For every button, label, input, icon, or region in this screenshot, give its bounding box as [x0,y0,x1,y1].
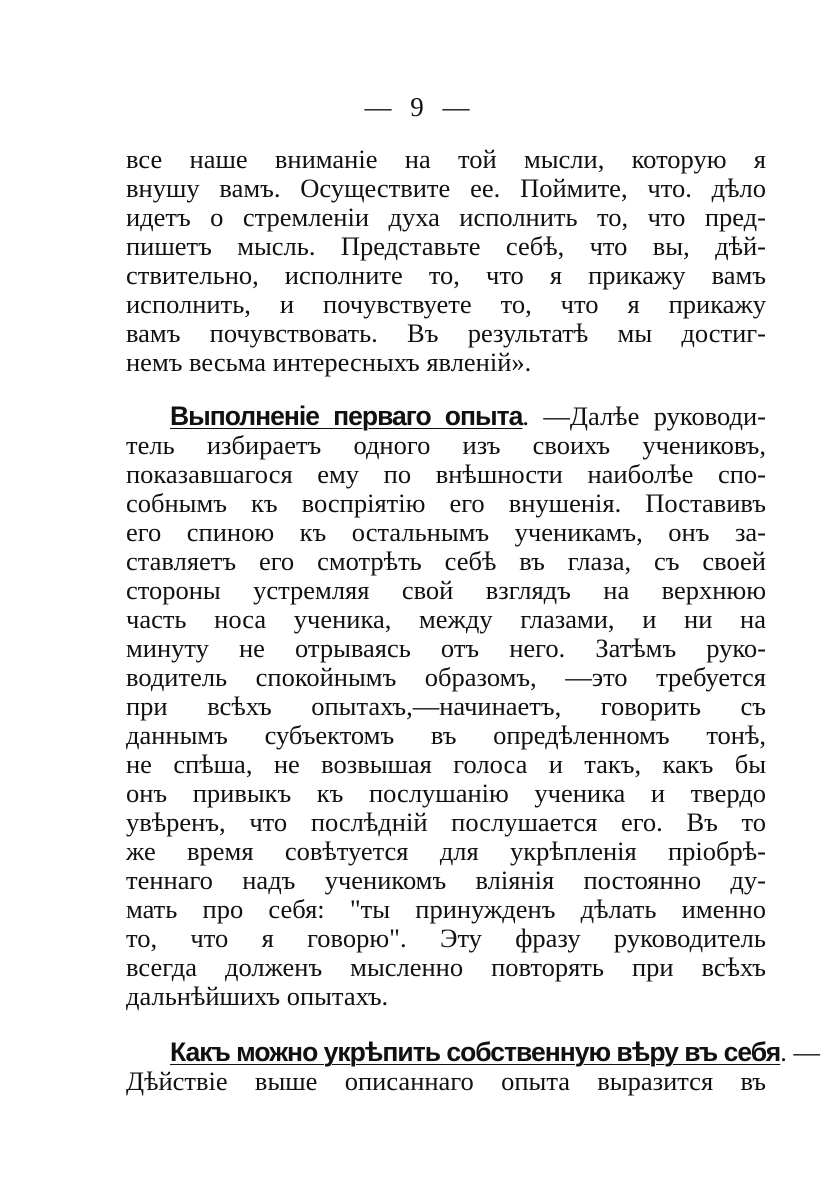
text-line: то, что я говорю". Эту фразу руководитель [126,923,766,953]
section-heading-line [126,402,766,431]
text-line: тель избираетъ одного изъ своихъ учениковъ, [126,430,766,460]
text-line: все наше вниманіе на той мысли, которую я [126,144,766,174]
text-line: не спѣша, не возвышая голоса и такъ, какъ бы [126,749,766,779]
text-line: вамъ почувствовать. Въ результатѣ мы достиг- [126,318,766,348]
text-line: идетъ о стремленіи духа исполнить то, что пред- [126,202,766,232]
text-line: всегда долженъ мысленно повторять при всѣхъ [126,952,766,982]
text-line: стороны устремляя свой взглядъ на верхнюю [126,575,766,605]
text-line: онъ привыкъ къ послушанію ученика и твердо [126,778,766,808]
text-line: показавшагося ему по внѣшности наиболѣе спо- [126,459,766,489]
text-line: же время совѣтуется для укрѣпленія пріобрѣ- [126,836,766,866]
text-line: пишетъ мысль. Представьте себѣ, что вы, дѣй- [126,231,766,261]
text-line: внушу вамъ. Осуществите ее. Поймите, что. дѣло [126,173,766,203]
section-heading-line [126,1037,820,1067]
text-line: часть носа ученика, между глазами, и ни на [126,604,766,634]
text-line: мать про себя: "ты принужденъ дѣлать именно [126,894,766,924]
text-line: при всѣхъ опытахъ,—начинаетъ, говорить съ [126,691,766,721]
paragraph-continued [126,145,766,377]
text-line: дальнѣйшихъ опытахъ. [126,981,389,1011]
text-line: водитель спокойнымъ образомъ, —это требуется [126,662,766,692]
text-line: теннаго надъ ученикомъ вліянія постоянно ду- [126,865,766,895]
text-line: ствительно, исполните то, что я прикажу вамъ [126,260,766,290]
text-line: Дѣйствіе выше описаннаго опыта выразится въ [126,1066,766,1096]
text-line: ставляетъ его смотрѣть себѣ въ глаза, съ своей [126,546,766,576]
text-line: исполнить, и почувствуете то, что я прикажу [126,289,766,319]
section-strengthen-belief [126,1037,820,1096]
text-line: собнымъ къ воспріятію его внушенія. Поставивъ [126,488,766,518]
text-line: увѣренъ, что послѣдній послушается его. Въ то [126,807,766,837]
text-line: даннымъ субъектомъ въ опредѣленномъ тонѣ, [126,720,766,750]
text-line: минуту не отрываясь отъ него. Затѣмъ руко- [126,633,766,663]
section-heading: Какъ можно укрѣпить собственную вѣру въ себя [170,1037,781,1067]
text-line: немъ весьма интересныхъ явленій». [126,347,532,377]
section-first-experiment [126,402,766,1011]
text-line: его спиною къ остальнымъ ученикамъ, онъ за- [126,517,766,547]
heading-continuation: . — [780,1037,820,1067]
section-heading: Выполненіе перваго опыта [170,401,523,431]
page-number: — 9 — [364,92,476,122]
heading-continuation: . —Далѣе руководи- [522,401,766,431]
